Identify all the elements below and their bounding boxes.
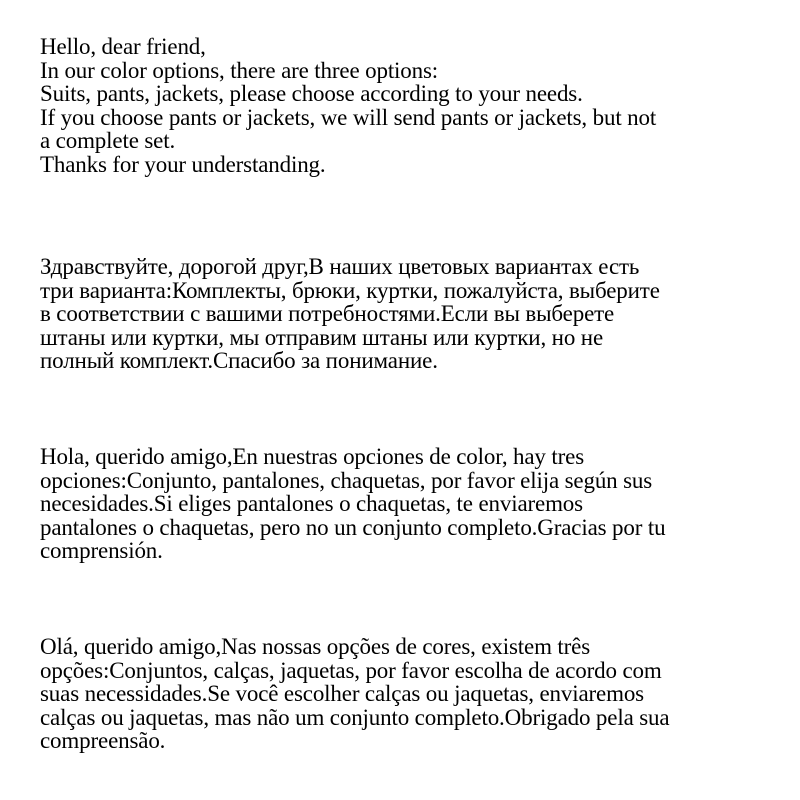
spanish-notice: [40, 445, 780, 563]
russian-line: три варианта:Комплекты, брюки, куртки, пожалуйста, выберите: [40, 277, 660, 303]
russian-line: в соответствии с вашими потребностями.Если вы выберете: [40, 301, 615, 326]
english-notice: [40, 35, 780, 176]
english-line: Thanks for your understanding.: [40, 151, 326, 177]
english-line: a complete set.: [40, 128, 176, 153]
spanish-line: opciones:Conjunto, pantalones, chaquetas, por favor elija según sus: [40, 467, 653, 493]
spanish-line: Hola, querido amigo,En nuestras opciones de color, hay tres: [40, 444, 584, 469]
english-line: If you choose pants or jackets, we will send pants or jackets, but not: [40, 104, 657, 130]
russian-notice: [40, 255, 780, 373]
spanish-line: comprensión.: [40, 538, 163, 563]
english-line: Hello, dear friend,: [40, 34, 206, 59]
russian-line: штаны или куртки, мы отправим штаны или куртки, но не: [40, 324, 603, 350]
spanish-line: pantalones o chaquetas, pero no un conjunto completo.Gracias por tu: [40, 514, 666, 540]
english-line: In our color options, there are three options:: [40, 57, 439, 83]
russian-line: Здравствуйте, дорогой друг,В наших цветовых вариантах есть: [40, 254, 640, 279]
portuguese-line: suas necessidades.Se você escolher calças ou jaquetas, enviaremos: [40, 681, 644, 706]
portuguese-line: Olá, querido amigo,Nas nossas opções de cores, existem três: [40, 634, 591, 659]
english-line: Suits, pants, jackets, please choose according to your needs.: [40, 81, 583, 106]
portuguese-notice: [40, 635, 780, 753]
portuguese-line: calças ou jaquetas, mas não um conjunto completo.Obrigado pela sua: [40, 704, 670, 730]
spanish-line: necesidades.Si eliges pantalones o chaquetas, te enviaremos: [40, 491, 583, 516]
portuguese-line: compreensão.: [40, 728, 166, 753]
portuguese-line: opções:Conjuntos, calças, jaquetas, por favor escolha de acordo com: [40, 657, 662, 683]
russian-line: полный комплект.Спасибо за понимание.: [40, 348, 438, 373]
